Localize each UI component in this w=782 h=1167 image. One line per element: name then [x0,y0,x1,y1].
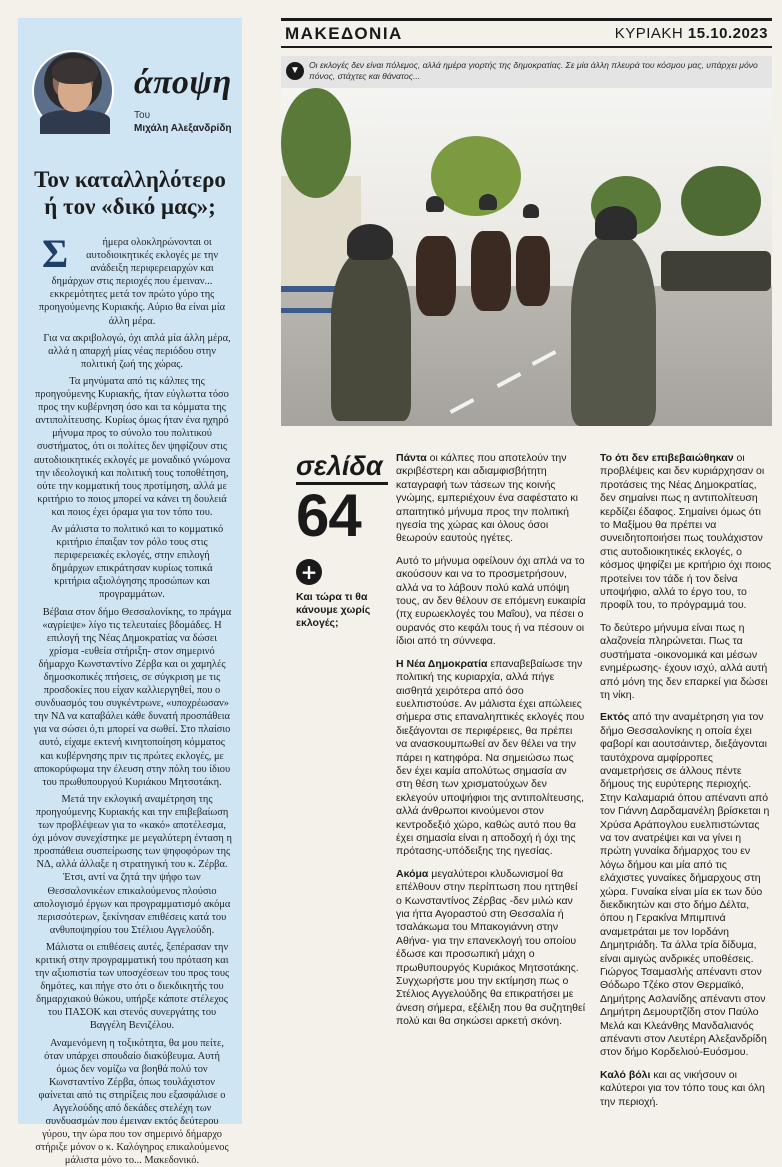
pointer-word: σελίδα [296,452,388,485]
opinion-column [18,18,242,1167]
opinion-header [18,18,242,148]
plus-icon: + [296,559,322,585]
officer-group [661,251,771,291]
officer-right [571,236,656,426]
opinion-title: Τον καταλληλότερο ή τον «δικό μας»; [34,167,226,219]
article-paragraph: Η Νέα Δημοκρατία επαναβεβαίωσε την πολιτική της κυριαρχία, αλλά πήγε αισθητά χειρότερα από όσο ευελπιστούσε. Αν μάλιστα έχει απώλειες σήμερα στις επαναληπτικές εκλογές που διεξάγονται σε περιφέρειες, θα πρέπει να ανασκουμπωθεί αν δεν θέλει να την πάρει η κατηφόρα. Να σημειώσω πως δεν έχει καμία απολύτως σημασία αν στη θέση των χρισματούχων δεν εκλεγούν υποψήφιοι της αντιπολίτευσης, αλλά άνθρωποι κινούμενοι στον κεντροδεξιό χώρο, καθώς αυτό που θα έχει σημασία είναι η αποδοχή ή όχι της πρότασης-υπόδειξης της ηγεσίας. [396,657,585,858]
article-paragraph: Πάντα οι κάλπες που αποτελούν την ακριβέστερη και αδιαμφισβήτητη καταγραφή των τάσεων της κοινής γνώμης, εμπεριέχουν ένα σαφέστατο κι απαιτητικό μήνυμα προς την πολιτική ηγεσία της χώρας και όλους όσοι θεωρούν εαυτούς ηγέτες. [396,452,578,545]
officer-left [331,251,411,421]
article-column-2 [396,452,586,1038]
caption-arrow-icon: ▼ [286,62,304,80]
officer-helmet [347,224,393,260]
opinion-paragraph: Τα μηνύματα από τις κάλπες της προηγούμενης Κυριακής, ήταν εύγλωττα τόσο προς την κυβέρνηση όσο και τα κόμματα της αντιπολίτευσης. Κυρίως όμως ήταν ένα ηχηρό μήνυμα προς το σύνολο του πολιτικού συστήματος, ότι οι πολίτες δεν ψηφίζουν στις αυτοδιοικητικές εκλογές με μοναδικό γνώμονα την ιδεολογική και πολιτική τους τοποθέτηση, ούτε την κομματική τους προτίμηση, αλλά με κριτήριο το ποιος μπορεί να κάνει τη δουλειά και ποιος έχει όραμα για τον τόπο του. [33,375,231,518]
rider-helmet [426,196,444,212]
opinion-body [18,220,242,1167]
page-pointer [296,452,388,630]
page-masthead [281,18,772,48]
opinion-paragraph: Βέβαια στον δήμο Θεσσαλονίκης, το πράγμα «αγρίεψε» λίγο τις τελευταίες βδομάδες. Η επιλογή της Νέας Δημοκρατίας να δώσει χρίσμα -ευθεία στήριξη- στον σημερινό δήμαρχο Κωνσταντίνο Ζέρβα και οι χαμηλές δημοσκοπικές πτήσεις, σε σύγκριση με τις προσδοκίες που είχαν καλλιεργηθεί, που ο συνδυασμός του συγκέντρωνε, «υποχρέωσαν» την ΝΔ να καταβάλει κάθε δυνατή προσπάθεια για να σώσει ό,τι μπορεί να σωθεί. Στο πλαίσιο αυτό, είχαμε εκτενή κινητοποίηση κόμματος και κυβέρνησης πριν τις πρώτες εκλογές, με αποκορύφωμα την έλευση στην πόλη του ίδιου του πρωθυπουργού Κυριάκου Μητσοτάκη. [33,606,232,788]
article-paragraph: Το δεύτερο μήνυμα είναι πως η αλαζονεία πληρώνεται. Πως τα συστήματα -οικονομικά και μέσων ενημέρωσης- έχουν ισχύ, αλλά αυτή από μόνη της δεν επαρκεί για δώσει τη νίκη. [600,621,768,701]
opinion-paragraph: Μάλιστα οι επιθέσεις αυτές, ξεπέρασαν την κριτική στην προγραμματική του πρόταση και την αξιοπιστία των υποσχέσεων του προς τους δημότες, και πήγε στο ότι ο διεκδικητής του δημαρχιακού θώκου, υπήρξε κάποτε στέλεχος του ΠΑΣΟΚ και στενός συνεργάτης του Βαγγέλη Βενιζέλου. [34,941,230,1032]
news-photo [281,56,772,426]
opinion-paragraph: Για να ακριβολογώ, όχι απλά μία άλλη μέρα, αλλά η απαρχή μίας νέας περιόδου στην πολιτική ζωή της χώρας. [43,332,231,370]
photo-tree [281,88,351,198]
opinion-label: άποψη [134,64,232,101]
pointer-page-number: 64 [296,482,361,549]
police-horse [416,236,456,316]
officer-helmet [595,206,637,240]
drop-cap: Σ [42,231,69,276]
article-paragraph: Αυτό το μήνυμα οφείλουν όχι απλά να το ακούσουν και να το προσμετρήσουν, αλλά να το λάβουν πολύ καλά υπόψη τους, αν δεν θέλουν σε επόμενη ευκαιρία (πχ ευρωεκλογές του Μαΐου), να πέσει ο ουρανός στο κεφάλι τους ή να πέσουν οι ίδιοι από τη σύννεφα. [396,554,586,648]
photo-caption: ▼ Οι εκλογές δεν είναι πόλεμος, αλλά ημέρα γιορτής της δημοκρατίας. Σε μία άλλη πλευρά του κόσμου μας, υπάρχει μόνο πόνος, στάχτες και θάνατος... [281,56,772,88]
rider-helmet [523,204,539,218]
article-paragraph: Ακόμα μεγαλύτεροι κλυδωνισμοί θα επέλθουν στην περίπτωση που ηττηθεί ο Κωνσταντίνος Ζέρβας -δεν μιλώ καν για ήττα Αγοραστού στη Θεσσαλία ή τσαλάκωμα του Μπακογιάννη στην Αθήνα- για την επανεκλογή του οποίου έδωσε και προσωπική μάχη ο πρωθυπουργός Κυριάκος Μητσοτάκης. Συγχωρήστε μου την εκτίμηση πως ο Στέλιος Αγγελούδης θα επικρατήσει με άνεση σήμερα, εξέλιξη που θα συζητηθεί πολύ και θα σηκώσει αρκετή σκόνη. [396,867,586,1028]
photo-tree [681,166,761,236]
author-shirt [40,110,110,134]
opinion-paragraph: Αναμενόμενη η τοξικότητα, θα μου πείτε, όταν υπάρχει σπουδαίο διακύβευμα. Αυτή όμως δεν νομίζω να βοηθά πολύ τον Κωνσταντίνο Ζέρβα, όπως τουλάχιστον φαίνεται από τις στηρίξεις που εξασφάλισε ο Αγγελούδης από δεκάδες στελέχη των συνδυασμών που έμειναν εκτός δεύτερου γύρου, την ώρα που τον σημερινό δήμαρχο στήριξε μόνον ο κ. Καλόγηρος επικαλούμενος μάλιστα μόνο το... Μακεδονικό. [35,1037,229,1167]
article-paragraph: Το ότι δεν επιβεβαιώθηκαν οι προβλέψεις και δεν κυριάρχησαν οι προτάσεις της Νέας Δημοκρατίας, δεν σημαίνει πως η αντιπολίτευση κερδίζει έδαφος. Σημαίνει όμως ότι το Μαξίμου θα πρέπει να συνειδητοποιήσει πως τουλάχιστον στις αυτοδιοικητικές εκλογές, ο κόσμος ψηφίζει με κριτήριο όχι ποιος προτείνει τον τάδε ή τον δείνα υποψήφιο, αλλά το έργο του, το προφίλ του, το πρόγραμμά του. [600,452,772,612]
article-paragraph: Εκτός από την αναμέτρηση για τον δήμο Θεσσαλονίκης η οποία έχει φαβορί και αουτσάιντερ, διεξάγονται ταυτόχρονα αμφίρροπες αναμετρήσεις σε άλλους πέντε δήμους της ευρύτερης περιοχής. Στην Καλαμαριά όπου απέναντι από τον Γιάννη Δαρδαμανέλη βρίσκεται η Χρύσα Αράπογλου ευελπιστώντας να τον ανατρέψει και να γίνει η πρώτη γυναίκα δήμαρχος του εν λόγω δήμου και μία από τις ελάχιστες γυναίκες δήμαρχους στη χώρα. Γυναίκα είναι μία εκ των δύο διεκδικητών και στο δήμο Δέλτα, όπου η Γερακίνα Μπιμπινά αναμετράται με τον Ιορδάνη Δημητριάδη. Τα άλλα τρία δίδυμα, είναι αμιγώς ανδρικές υποθέσεις. Γιώργος Τσαμασλής απέναντι στον Θόδωρο Τζέκο στον Θερμαϊκό, Δημήτρης Ασλανίδης απέναντι στον Δημήτρη Δεμουρτζίδη στον Παύλο Μελά και Κλεάνθης Μανδαλιανός απέναντι στον Λευτέρη Αλεξανδρίδη στον δήμο Κορδελιού-Ευόσμου. [600,711,770,1059]
author-photo [32,50,114,132]
author-name: Μιχάλη Αλεξανδρίδη [134,123,232,134]
police-horse [516,236,550,306]
opinion-paragraph: Αν μάλιστα το πολιτικό και το κομματικό κριτήριο έπαιξαν τον ρόλο τους στις περιφερειακές εκλογές, στην επιλογή δημάρχων επικράτησαν κυρίως τοπικά κριτήρια αξιολόγησης προσώπων και προγραμμάτων. [50,523,224,601]
article-paragraph: Καλό βόλι και ας νικήσουν οι καλύτεροι για τον τόπο τους και όλη την περιοχή. [600,1068,765,1108]
opinion-paragraph: Μετά την εκλογική αναμέτρηση της προηγούμενης Κυριακής και την επιβεβαίωση των προβλέψεων για το «κακό» αποτέλεσμα, όχι μόνον συνεχίστηκε με μεγαλύτερη ένταση η προσπάθεια συσπείρωσης των ψηφοφόρων της ΝΔ, αλλά άλλαξε η στρατηγική του κ. Ζέρβα. Έτσι, αντί να ζητά την ψήφο των Θεσσαλονικέων επικαλούμενος πλούσιο απολογισμό έργων και προγραμματισμό ακόμα περισσότερων, ξεκίνησαν επιθέσεις κατά του ανθυποψηφίου του Στέλιου Αγγελούδη. [32,793,232,936]
section-name: ΜΑΚΕΔΟΝΙΑ [285,23,403,43]
author-hair [52,58,98,84]
rider-helmet [479,194,497,210]
issue-date: ΚΥΡΙΑΚΗ 15.10.2023 [614,25,768,42]
police-horse [471,231,511,311]
pointer-teaser: Και τώρα τι θα κάνουμε χωρίς εκλογές; [296,591,371,629]
photo-tree [431,136,521,216]
opinion-paragraph: Σ ήμερα ολοκληρώνονται οι αυτοδιοικητικές εκλογές με την ανάδειξη περιφερειαρχών και δημάρχων στις περιοχές που έμειναν... εκκρεμότητες μετά τον πρώτο γύρο της προηγούμενης Κυριακής. Αύριο θα είναι μία άλλη μέρα. [32,236,232,328]
article-column-3 [600,452,772,1118]
byline-prefix: Του [134,110,151,121]
